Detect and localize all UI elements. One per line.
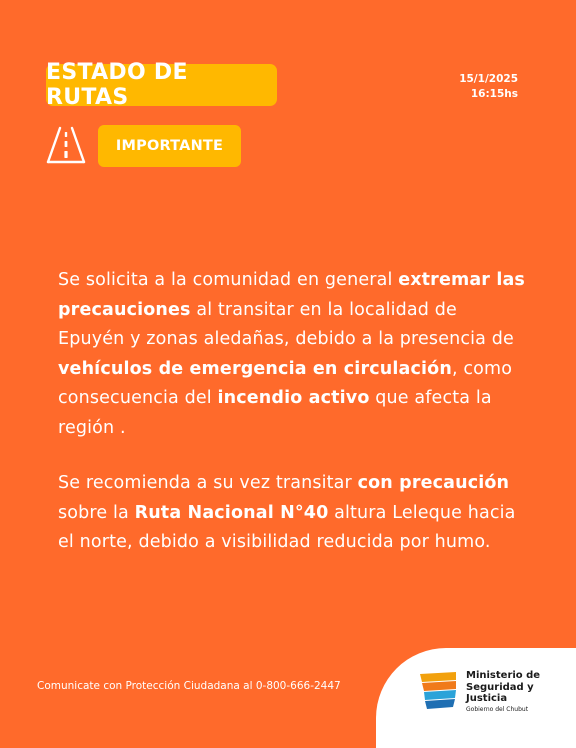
paragraph-text: Se recomienda a su vez transitar bbox=[58, 473, 358, 493]
road-icon bbox=[44, 124, 88, 168]
chubut-province-logo bbox=[416, 668, 460, 712]
date: 15/1/2025 bbox=[459, 73, 518, 85]
paragraph-text: sobre la bbox=[58, 502, 135, 523]
emphasis-text: vehículos de emergencia en circulación bbox=[58, 358, 452, 379]
emphasis-text: Ruta Nacional N°40 bbox=[134, 502, 329, 523]
ministry-line-1: Ministerio de bbox=[466, 670, 541, 681]
time: 16:15hs bbox=[470, 88, 518, 100]
date-time bbox=[459, 72, 518, 102]
paragraph-text: al transitar en la localidad de Epuyén y zonas aledañas, debido a la presencia de bbox=[58, 299, 514, 349]
important-badge bbox=[98, 125, 241, 167]
paragraph-text: , como consecuencia del bbox=[58, 358, 513, 408]
important-badge-text: IMPORTANTE bbox=[115, 138, 224, 154]
footer-contact: Comunicate con Protección Ciudadana al 0-800-666-2447 bbox=[37, 680, 341, 692]
emphasis-text: con precaución bbox=[357, 473, 510, 493]
paragraph-text: Se solicita a la comunidad en general bbox=[58, 270, 399, 290]
emphasis-text: incendio activo bbox=[217, 388, 370, 408]
advisory-paragraph-2 bbox=[58, 469, 528, 558]
advisory-paragraph-1 bbox=[58, 266, 528, 443]
paragraph-text: que afecta la región . bbox=[58, 388, 492, 438]
emphasis-text: extremar las precauciones bbox=[58, 270, 525, 320]
government-line: Gobierno del Chubut bbox=[466, 705, 529, 713]
ministry-name bbox=[466, 670, 576, 715]
page-title bbox=[46, 60, 277, 110]
ministry-line-2: Seguridad y Justicia bbox=[466, 681, 534, 704]
page-title-text: ESTADO DE RUTAS bbox=[46, 60, 188, 110]
paragraph-text: altura Leleque hacia el norte, debido a visibilidad reducida por humo. bbox=[58, 502, 516, 552]
